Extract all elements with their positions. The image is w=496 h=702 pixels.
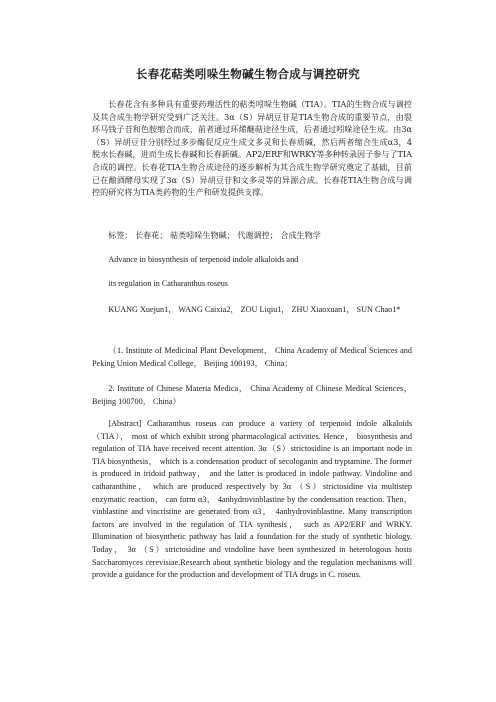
keywords-chinese: 标签： 长春花； 萜类吲哚生物碱； 代谢调控； 合成生物学 xyxy=(108,230,321,240)
author-list: KUANG Xuejun1， WANG Caixia2， ZOU Liqiu1， ZHU Xiaoxuan1， SUN Chao1* xyxy=(108,305,401,314)
affiliation-1: （1. Institute of Medicinal Plant Development， China Academy of Medical Sciences and Peking Union Medical College， Beijing 100193， China； xyxy=(92,346,412,368)
document-title: 长春花萜类吲哚生物碱生物合成与调控研究 xyxy=(135,67,361,81)
english-title-line-1: Advance in biosynthesis of terpenoid indole alkaloids and xyxy=(108,255,299,264)
abstract-chinese: 长春花含有多种具有重要药理活性的萜类吲哚生物碱（TIA）。TIA的生物合成与调控及其合成生物学研究受到广泛关注。3α（S）异胡豆苷是TIA生物合成的重要节点，由裂环马钱子苷和色胺缩合而成，前者通过环烯醚萜途径生成，后者通过吲哚途径生成。由3α（S）异胡豆苷分别经过多步酶促反应生成文多灵和长春质碱，然后两者缩合生成α3，4脱水长春碱，进而生成长春碱和长春新碱。AP2/ERF和WRKY等多种转录因子参与了TIA合成的调控。长春花TIA生物合成途径的逐步解析为其合成生物学研究奠定了基础，目前已在酿酒酵母实现了3α（S）异胡豆苷和文多灵等的异源合成。长春花TIA生物合成与调控的研究将为TIA类药物的生产和研发提供支撑。 xyxy=(92,99,412,198)
abstract-english: [Abstract] Catharanthus roseus can produce a variety of terpenoid indole alkaloids （TIA）， most of which exhibit strong pharmacological activities. Hence， biosynthesis and regulation of TIA have received recent attention. 3α（S）strictosidine is an important node in TIA biosynthesis， which is a condensation product of secologanin and tryptamine. The former is produced in iridoid pathway， and the latter is produced in indole pathway. Vindoline and catharanthine， which are produced respectively by 3α （S）strictosidine via multistep enzymatic reaction， can form α3， 4anhydrovinblastine by the condensation reaction. Then， vinblastine and vincristine are generated from α3， 4anhydrovinblastine. Many transcription factors are involved in the regulation of TIA synthesis， such as AP2/ERF and WRKY. Illumination of biosynthetic pathway has laid a foundation for the study of synthetic biology. Today， 3α （S）strictosidine and vindoline have been synthesized in heterologous hosts Saccharomyces cerevisiae.Research about synthetic biology and the regulation mechanisms will provide a guidance for the production and development of TIA drugs in C. roseus. xyxy=(92,419,412,580)
english-title-line-2: its regulation in Catharanthus roseus xyxy=(108,279,228,288)
affiliation-2: 2. Institute of Chinese Materia Medica， China Academy of Chinese Medical Sciences， Beijing 100700， China） xyxy=(92,384,412,406)
